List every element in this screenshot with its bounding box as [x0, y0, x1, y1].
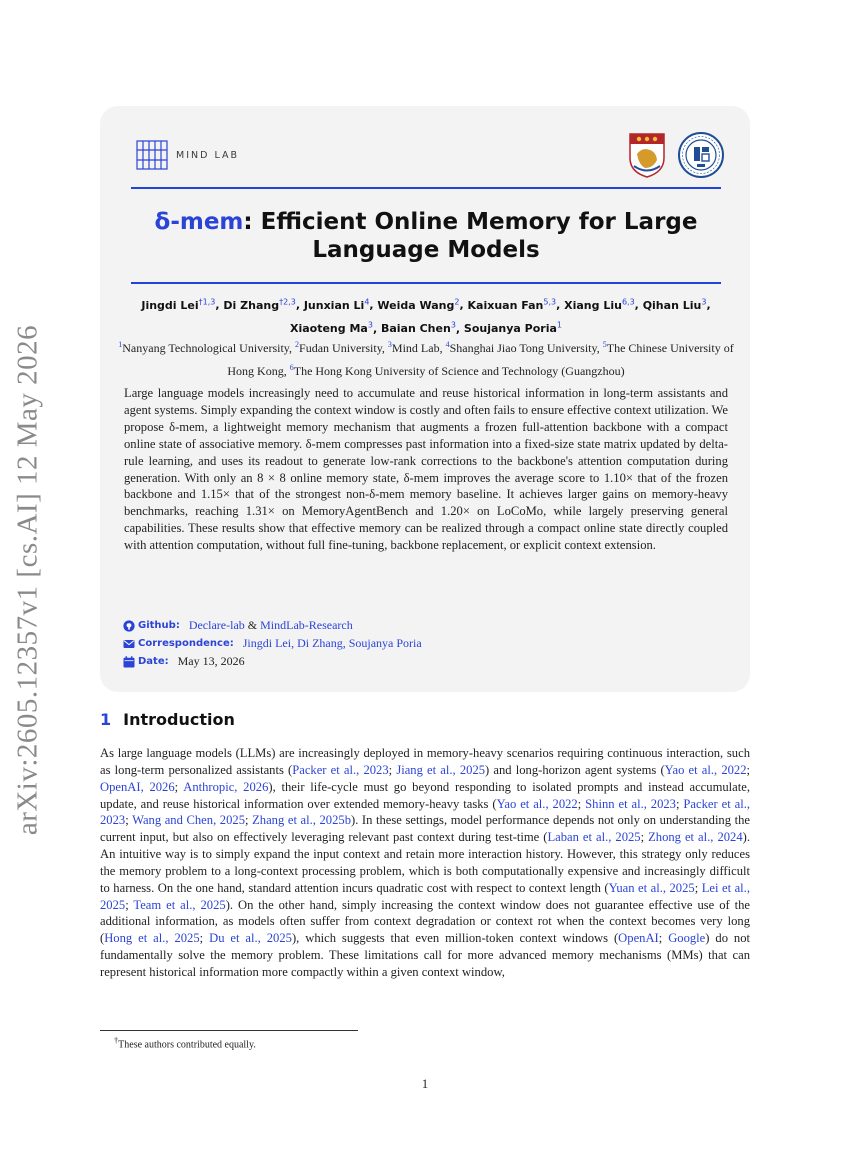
correspondence-row: [123, 636, 422, 651]
correspondence-label: Correspondence:: [138, 638, 234, 649]
page-number: 1: [421, 1077, 429, 1091]
github-link-declare-lab[interactable]: Declare-lab: [188, 618, 245, 632]
author-name: Kaixuan Fan$^{5,3}$: [467, 297, 557, 312]
citation-link[interactable]: OpenAI, 2026: [100, 779, 175, 794]
author-name: Xiaoteng Ma$^3$: [289, 320, 373, 336]
footnote-mark: †: [114, 1036, 119, 1045]
author-affiliation-marks: 2: [454, 297, 460, 306]
author-name: Baian Chen$^3$: [380, 320, 456, 336]
date-label: Date:: [138, 656, 169, 667]
paper-title: [130, 208, 722, 264]
author-affiliation-marks: 1: [556, 320, 563, 330]
university-logos: [628, 132, 724, 178]
citation-link[interactable]: OpenAI: [618, 931, 659, 946]
citation-link[interactable]: Wang and Chen, 2025: [132, 813, 245, 828]
ntu-crest-icon: [628, 132, 666, 178]
author-affiliation-marks: 3: [367, 320, 373, 330]
author-affiliation-marks: 3: [701, 297, 707, 306]
citation-link[interactable]: Hong et al., 2025: [104, 931, 200, 946]
affiliation-number: 4: [445, 340, 450, 349]
citation-link[interactable]: Packer et al., 2023: [100, 796, 751, 828]
author-affiliation-marks: 6,3: [621, 297, 635, 306]
github-joiner: &: [244, 618, 261, 632]
citation-link[interactable]: Zhong et al., 2024: [648, 830, 743, 845]
author-list: Jingdi Lei$^{\dagger 1,3}$, Di Zhang$^{\dagger 2,3}$, Junxian Li$^4$, Weida Wang$^2$, Kaixuan Fan$^{5,3}$, Xiang Liu$^{6,3}$, Qihan Liu$^3$, Xiaoteng Ma$^3$, Baian Chen$^3$, Soujanya Poria$^1$: [141, 297, 711, 336]
affiliation-number: 2: [295, 340, 300, 349]
mindlab-wordmark: MIND LAB: [176, 149, 239, 161]
author-affiliation-marks: 3: [450, 320, 456, 330]
author-name: Jingdi Lei$^{\dagger 1,3}$: [141, 297, 216, 312]
author-name: Qihan Liu$^3$: [642, 297, 707, 312]
citation-link[interactable]: Lei et al., 2025: [100, 880, 750, 912]
citation-link[interactable]: Packer et al., 2023: [292, 762, 389, 777]
author-affiliation-marks: 5,3: [543, 297, 557, 306]
affiliation-name: The Hong Kong University of Science and Technology (Guangzhou): [293, 364, 625, 378]
affiliation-number: 1: [118, 340, 123, 349]
footnote-rule: [100, 1030, 358, 1031]
author-name: Weida Wang$^2$: [377, 297, 460, 312]
title-text: : Efficient Online Memory for Large Language Models: [243, 209, 698, 263]
citation-link[interactable]: Yao et al., 2022: [664, 762, 747, 777]
arxiv-identifier-stamp: arXiv:2605.12357v1 [cs.AI] 12 May 2026: [11, 324, 44, 836]
envelope-icon: [123, 638, 135, 650]
title-rule: [131, 282, 721, 284]
author-affiliation-marks: 4: [364, 297, 370, 306]
footnote-text: These authors contributed equally.: [118, 1039, 256, 1051]
citation-link[interactable]: Google: [668, 931, 706, 946]
affiliation-name: Shanghai Jiao Tong University,: [449, 341, 603, 355]
author-name: Di Zhang$^{\dagger 2,3}$: [223, 297, 296, 312]
section-number: 1: [100, 710, 112, 729]
correspondence-link[interactable]: Jingdi Lei, Di Zhang, Soujanya Poria: [242, 636, 422, 650]
footnote: [114, 1036, 256, 1050]
citation-link[interactable]: Du et al., 2025: [209, 931, 292, 946]
fudan-seal-icon: [678, 132, 724, 178]
section-heading: [100, 710, 235, 729]
affiliation-list: [118, 335, 734, 381]
affiliation-name: The Chinese University of Hong Kong,: [227, 341, 734, 378]
author-affiliation-marks: †1,3: [198, 297, 216, 306]
citation-link[interactable]: Team et al., 2025: [133, 897, 226, 912]
date-value: May 13, 2026: [177, 654, 245, 668]
citation-link[interactable]: Anthropic, 2026: [183, 779, 269, 794]
top-rule: [131, 187, 721, 189]
mindlab-logo: [136, 140, 239, 170]
affiliation-number: 6: [289, 363, 294, 372]
date-row: [123, 654, 245, 669]
github-row: [123, 618, 353, 633]
author-affiliation-marks: †2,3: [279, 297, 296, 306]
title-method-name: δ-mem: [154, 209, 244, 235]
github-label: Github:: [138, 620, 180, 631]
calendar-icon: [123, 656, 135, 668]
affiliation-number: 5: [602, 340, 607, 349]
citation-link[interactable]: Laban et al., 2025: [547, 830, 641, 845]
section-title: Introduction: [123, 710, 235, 729]
citation-link[interactable]: Yuan et al., 2025: [608, 880, 695, 895]
author-name: Junxian Li$^4$: [303, 297, 370, 312]
author-name: Xiang Liu$^{6,3}$: [564, 297, 635, 312]
mindlab-mark-icon: [136, 140, 168, 170]
affiliation-name: Mind Lab,: [391, 341, 446, 355]
github-link-mindlab-research[interactable]: MindLab-Research: [260, 618, 353, 632]
citation-link[interactable]: Jiang et al., 2025: [396, 762, 486, 777]
abstract: Large language models increasingly need to accumulate and reuse historical information in long-term assistants and agent systems. Simply expanding the context window is costly and often fails to ensure effective context utilization. We propose δ-mem, a lightweight memory mechanism that augments a frozen full-attention backbone with a compact online state of associative memory. δ-mem compresses past information into a fixed-size state matrix updated by delta-rule learning, and uses its readout to generate low-rank corrections to the backbone's attention computation during generation. With only an 8 × 8 online memory state, δ-mem improves the average score to 1.10× that of the frozen backbone and 1.15× that of the strongest non-δ-mem memory baseline. It achieves larger gains on memory-heavy benchmarks, reaching 1.31× on MemoryAgentBench and 1.20× on LoCoMo, while largely preserving general capabilities. These results show that effective memory can be realized through a compact online state directly coupled with attention computation, without full fine-tuning, backbone replacement, or explicit context extension.: [124, 386, 728, 553]
affiliation-name: Nanyang Technological University,: [122, 341, 296, 355]
citation-link[interactable]: Yao et al., 2022: [496, 796, 578, 811]
citation-link[interactable]: Shinn et al., 2023: [585, 796, 676, 811]
citation-link[interactable]: Zhang et al., 2025b: [252, 813, 351, 828]
affiliation-number: 3: [387, 340, 392, 349]
author-name: Soujanya Poria$^1$: [463, 320, 563, 336]
introduction-paragraph: As large language models (LLMs) are increasingly deployed in memory-heavy scenarios requiring continuous interaction, such as long-term personalized assistants (Packer et al., 2023; Jiang et al., 2025) and long-horizon agent systems (Yao et al., 2022; OpenAI, 2026; Anthropic, 2026), their life-cycle must go beyond responding to isolated prompts and instead accumulate, update, and reuse historical information over extended memory-heavy tasks (Yao et al., 2022; Shinn et al., 2023; Packer et al., 2023; Wang and Chen, 2025; Zhang et al., 2025b). In these settings, model performance depends not only on understanding the current input, but also on effectively leveraging relevant past context during test-time (Laban et al., 2025; Zhong et al., 2024). An intuitive way is to simply expand the input context and retain more interaction history. However, this strategy only reduces the memory problem to a long-context processing problem, which is both computationally expensive and increasingly difficult to harness. On the one hand, standard attention incurs quadratic cost with respect to context length (Yuan et al., 2025; Lei et al., 2025; Team et al., 2025). On the other hand, simply increasing the context window does not guarantee effective use of the additional information, as models often suffer from context degradation or context rot when the context becomes very long (Hong et al., 2025; Du et al., 2025), which suggests that even million-token context windows (OpenAI; Google) do not fundamentally solve the memory problem. These limitations call for more advanced memory mechanisms (MMs) that can represent historical information more compactly within a given context window,: [100, 746, 751, 979]
github-icon: [123, 620, 135, 632]
affiliation-name: Fudan University,: [299, 341, 388, 355]
